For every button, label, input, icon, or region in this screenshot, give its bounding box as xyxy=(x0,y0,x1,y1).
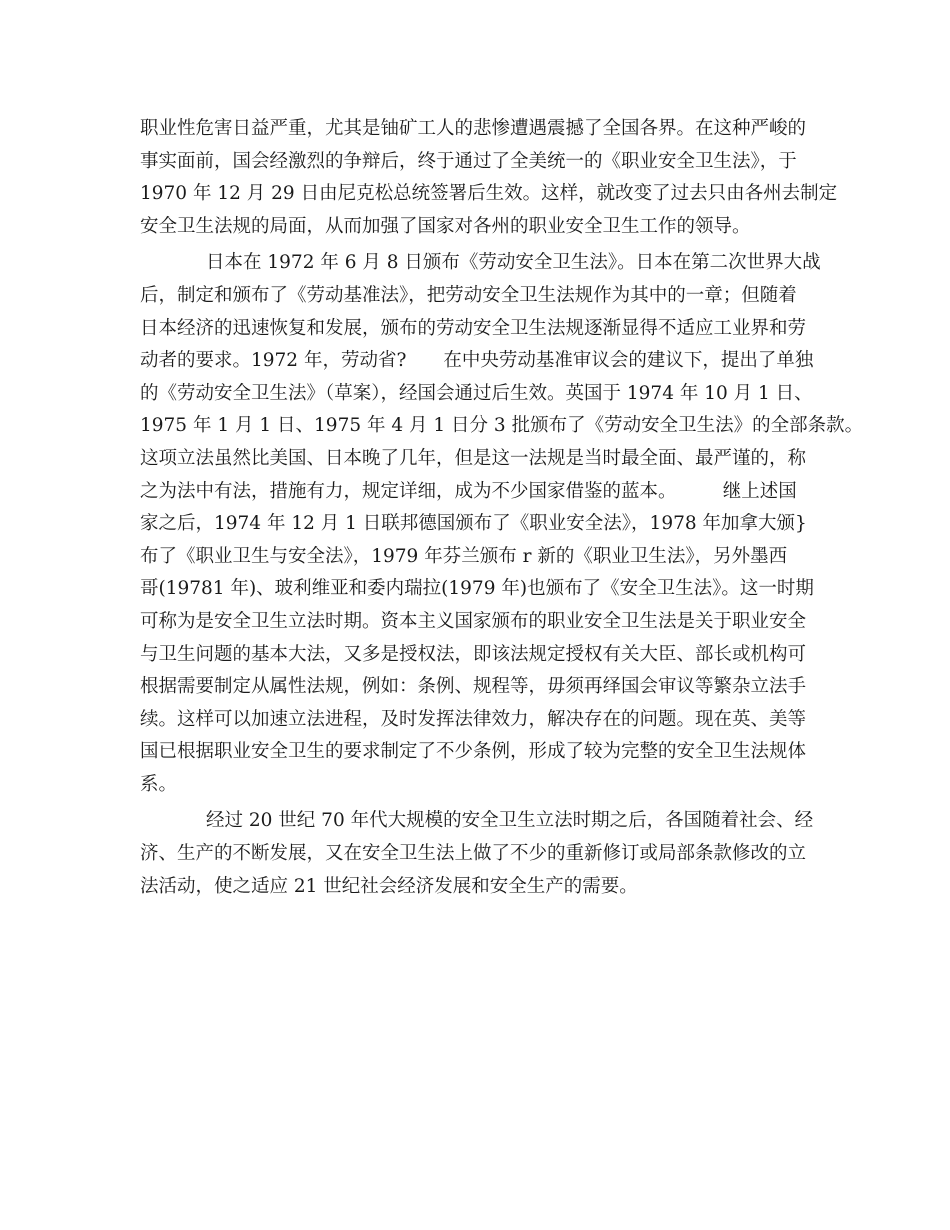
paragraph-3 xyxy=(140,805,820,903)
paragraph-line: 续。这样可以加速立法进程，及时发挥法律效力，解决存在的问题。现在英、美等 xyxy=(140,708,807,730)
paragraph-line: 法活动，使之适应 21 世纪社会经济发展和安全生产的需要。 xyxy=(140,875,638,897)
paragraph-line: 职业性危害日益严重，尤其是铀矿工人的悲惨遭遇震撼了全国各界。在这种严峻的 xyxy=(140,118,807,139)
paragraph-line: 这项立法虽然比美国、日本晚了几年，但是这一法规是当时最全面、最严谨的，称 xyxy=(140,447,807,469)
paragraph-line: 根据需要制定从属性法规，例如：条例、规程等，毋须再绎国会审议等繁杂立法手 xyxy=(140,676,807,698)
paragraph-line: 与卫生问题的基本大法，又多是授权法，即该法规定授权有关大臣、部长或机构可 xyxy=(140,643,807,665)
paragraph-line: 1970 年 12 月 29 日由尼克松总统签署后生效。这样，就改变了过去只由各州去制定 xyxy=(140,183,838,205)
paragraph-line: 国已根据职业安全卫生的要求制定了不少条例，形成了较为完整的安全卫生法规体 xyxy=(140,741,807,763)
paragraph-line: 后，制定和颁布了《劳动基准法》，把劳动安全卫生法规作为其中的一章；但随着 xyxy=(140,284,797,306)
paragraph-line: 的《劳动安全卫生法》（草案），经国会通过后生效。英国于 1974 年 10 月 1 日、 xyxy=(140,382,813,404)
paragraph-line: 布了《职业卫生与安全法》，1979 年芬兰颁布 r 新的《职业卫生法》，另外墨西 xyxy=(140,545,788,567)
paragraph-line: 系。 xyxy=(140,773,178,795)
paragraph-2 xyxy=(140,247,864,801)
paragraph-line: 济、生产的不断发展，又在安全卫生法上做了不少的重新修订或局部条款修改的立 xyxy=(140,843,807,865)
paragraph-line: 家之后，1974 年 12 月 1 日联邦德国颁布了《职业安全法》，1978 年加拿大颁} xyxy=(140,513,807,535)
paragraph-line: 经过 20 世纪 70 年代大规模的安全卫生立法时期之后，各国随着社会、经 xyxy=(206,810,814,832)
paragraph-1 xyxy=(140,113,838,243)
paragraph-line: 日本经济的迅速恢复和发展，颁布的劳动安全卫生法规逐渐显得不适应工业界和劳 xyxy=(140,317,807,339)
paragraph-line: 1975 年 1 月 1 日、1975 年 4 月 1 日分 3 批颁布了《劳动安全卫生法》的全部条款。 xyxy=(140,415,864,437)
paragraph-line: 日本在 1972 年 6 月 8 日颁布《劳动安全卫生法》。日本在第二次世界大战 xyxy=(206,252,821,274)
paragraph-line: 哥(19781 年)、玻利维亚和委内瑞拉(1979 年)也颁布了《安全卫生法》。这一时期 xyxy=(140,578,814,600)
paragraph-line: 安全卫生法规的局面，从而加强了国家对各州的职业安全卫生工作的领导。 xyxy=(140,215,751,237)
document-body xyxy=(140,113,864,903)
paragraph-line: 事实面前，国会经激烈的争辩后，终于通过了全美统一的《职业安全卫生法》，于 xyxy=(140,150,797,172)
paragraph-line: 动者的要求。1972 年，劳动省? 在中央劳动基准审议会的建议下，提出了单独 xyxy=(140,350,814,372)
paragraph-line: 之为法中有法，措施有力，规定详细，成为不少国家借鉴的蓝本。 继上述国 xyxy=(140,480,797,502)
paragraph-line: 可称为是安全卫生立法时期。资本主义国家颁布的职业安全卫生法是关于职业安全 xyxy=(140,610,807,632)
